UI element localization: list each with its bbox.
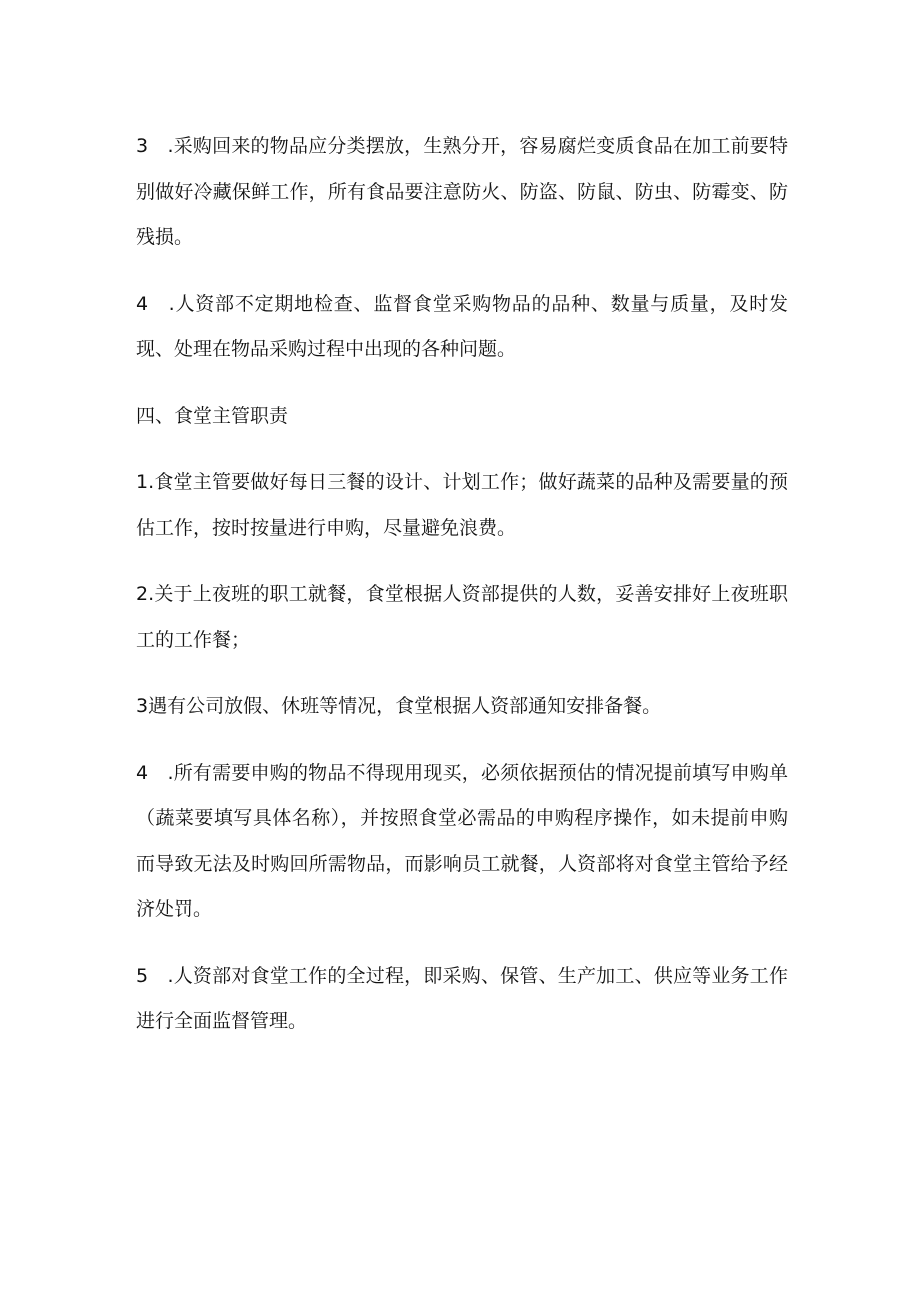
paragraph-purchase-storage: 3 .采购回来的物品应分类摆放，生熟分开，容易腐烂变质食品在加工前要特别做好冷藏保鲜工作，所有食品要注意防火、防盗、防鼠、防虫、防霉变、防残损。 <box>136 135 788 248</box>
paragraph-meal-planning: 1.食堂主管要做好每日三餐的设计、计划工作；做好蔬菜的品种及需要量的预估工作，按时按量进行申购，尽量避免浪费。 <box>136 471 788 539</box>
paragraph-hr-inspection: 4 .人资部不定期地检查、监督食堂采购物品的品种、数量与质量，及时发现、处理在物品采购过程中出现的各种问题。 <box>136 292 788 360</box>
paragraph-purchase-requisition: 4 .所有需要申购的物品不得现用现买，必须依据预估的情况提前填写申购单（蔬菜要填写具体名称），并按照食堂必需品的申购程序操作，如未提前申购而导致无法及时购回所需物品，而影响员工就餐，人资部将对食堂主管给予经济处罚。 <box>136 761 788 920</box>
paragraph-night-shift-meals: 2.关于上夜班的职工就餐，食堂根据人资部提供的人数，妥善安排好上夜班职工的工作餐； <box>136 583 788 651</box>
paragraph-holiday-arrangement: 3遇有公司放假、休班等情况，食堂根据人资部通知安排备餐。 <box>136 695 662 717</box>
document-body <box>136 124 788 1066</box>
paragraph-hr-supervision: 5 .人资部对食堂工作的全过程，即采购、保管、生产加工、供应等业务工作进行全面监督管理。 <box>136 964 788 1032</box>
section-heading-canteen-supervisor: 四、食堂主管职责 <box>136 404 289 427</box>
